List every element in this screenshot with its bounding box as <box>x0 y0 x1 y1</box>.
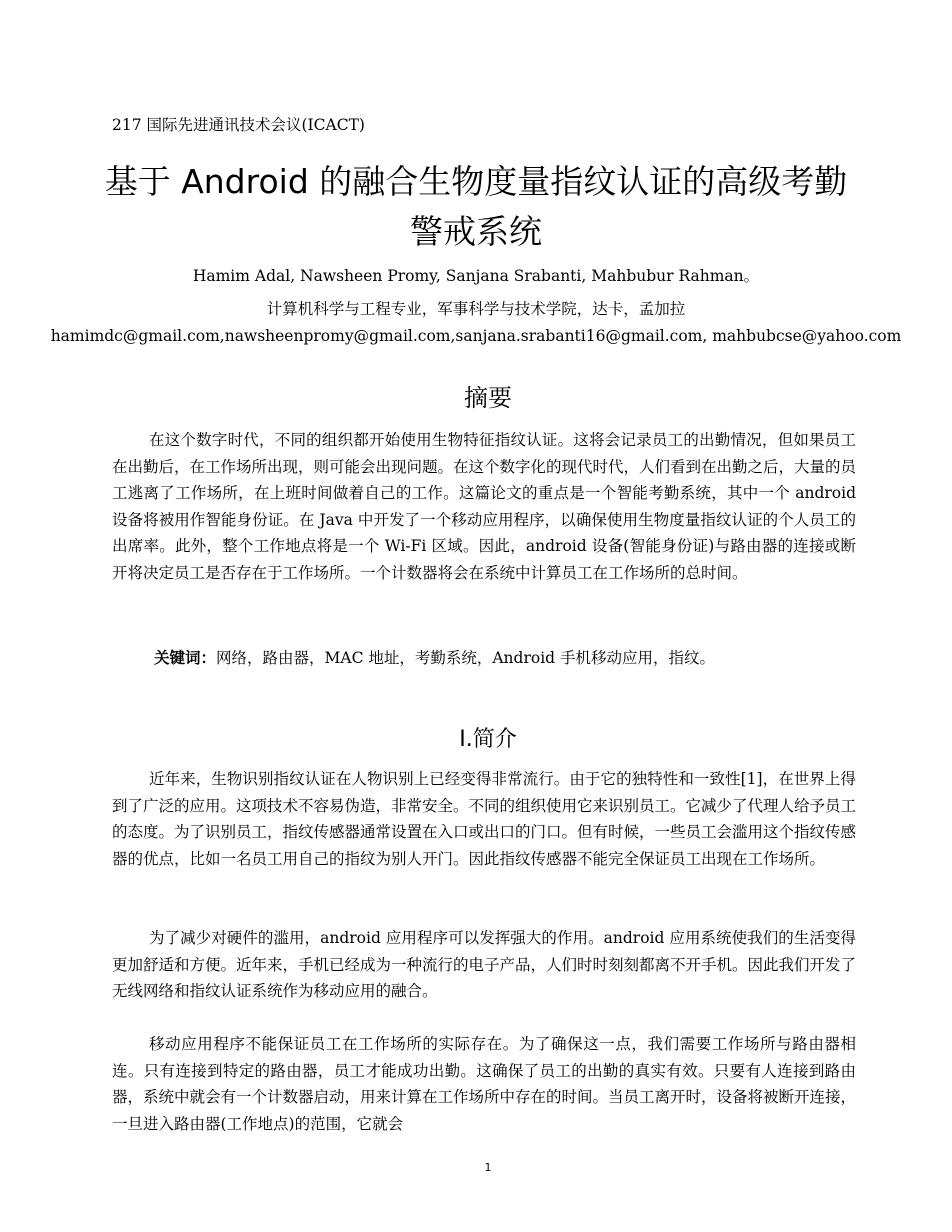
abstract-heading: 摘要 <box>464 384 512 412</box>
page-number: 1 <box>484 1161 492 1174</box>
intro-paragraph: 为了减少对硬件的滥用，android 应用程序可以发挥强大的作用。android 应用系统使我们的生活变得更加舒适和方便。近年来，手机已经成为一种流行的电子产品，人们时时刻刻都离不开手机。因此我们开发了无线网络和指纹认证系统作为移动应用的融合。 <box>112 929 857 1001</box>
keywords-line <box>112 645 856 672</box>
keywords-text: 网络，路由器，MAC 地址，考勤系统，Android 手机移动应用，指纹。 <box>216 649 716 667</box>
intro-paragraph: 移动应用程序不能保证员工在工作场所的实际存在。为了确保这一点，我们需要工作场所与路由器相连。只有连接到特定的路由器，员工才能成功出勤。这确保了员工的出勤的真实有效。只要有人连接到路由器，系统中就会有一个计数器启动，用来计算在工作场所中存在的时间。当员工离开时，设备将被断开连接，一旦进入路由器(工作地点)的范围，它就会 <box>112 1035 857 1133</box>
intro-paragraph: 近年来，生物识别指纹认证在人物识别上已经变得非常流行。由于它的独特性和一致性[1]，在世界上得到了广泛的应用。这项技术不容易伪造，非常安全。不同的组织使用它来识别员工。它减少了代理人给予员工的态度。为了识别员工，指纹传感器通常设置在入口或出口的门口。但有时候，一些员工会滥用这个指纹传感器的优点，比如一名员工用自己的指纹为别人开门。因此指纹传感器不能完全保证员工出现在工作场所。 <box>112 770 857 868</box>
abstract-body: 在这个数字时代，不同的组织都开始使用生物特征指纹认证。这将会记录员工的出勤情况，但如果员工在出勤后，在工作场所出现，则可能会出现问题。在这个数字化的现代时代，人们看到在出勤之后，大量的员工逃离了工作场所，在上班时间做着自己的工作。这篇论文的重点是一个智能考勤系统，其中一个 android 设备将被用作智能身份证。在 Java 中开发了一个移动应用程序，以确保使用生物度量指纹认证的个人员工的出席率。此外，整个工作地点将是一个 Wi-Fi 区域。因此，android 设备(智能身份证)与路由器的连接或断开将决定员工是否存在于工作场所。一个计数器将会在系统中计算员工在工作场所的总时间。 <box>112 431 857 582</box>
intro-heading: I.简介 <box>459 727 517 752</box>
author-list: Hamim Adal, Nawsheen Promy, Sanjana Srabanti, Mahbubur Rahman。 <box>192 267 760 285</box>
author-emails: hamimdc@gmail.com,nawsheenpromy@gmail.com,sanjana.srabanti16@gmail.com, mahbubcse@yahoo.com <box>50 327 902 345</box>
conference-header: 217 国际先进通讯技术会议(ICACT) <box>112 116 365 134</box>
paper-title: 基于 Android 的融合生物度量指纹认证的高级考勤警戒系统 <box>104 162 848 251</box>
keywords-label: 关键词： <box>154 649 217 667</box>
affiliation: 计算机科学与工程专业，军事科学与技术学院，达卡，孟加拉 <box>266 300 686 318</box>
